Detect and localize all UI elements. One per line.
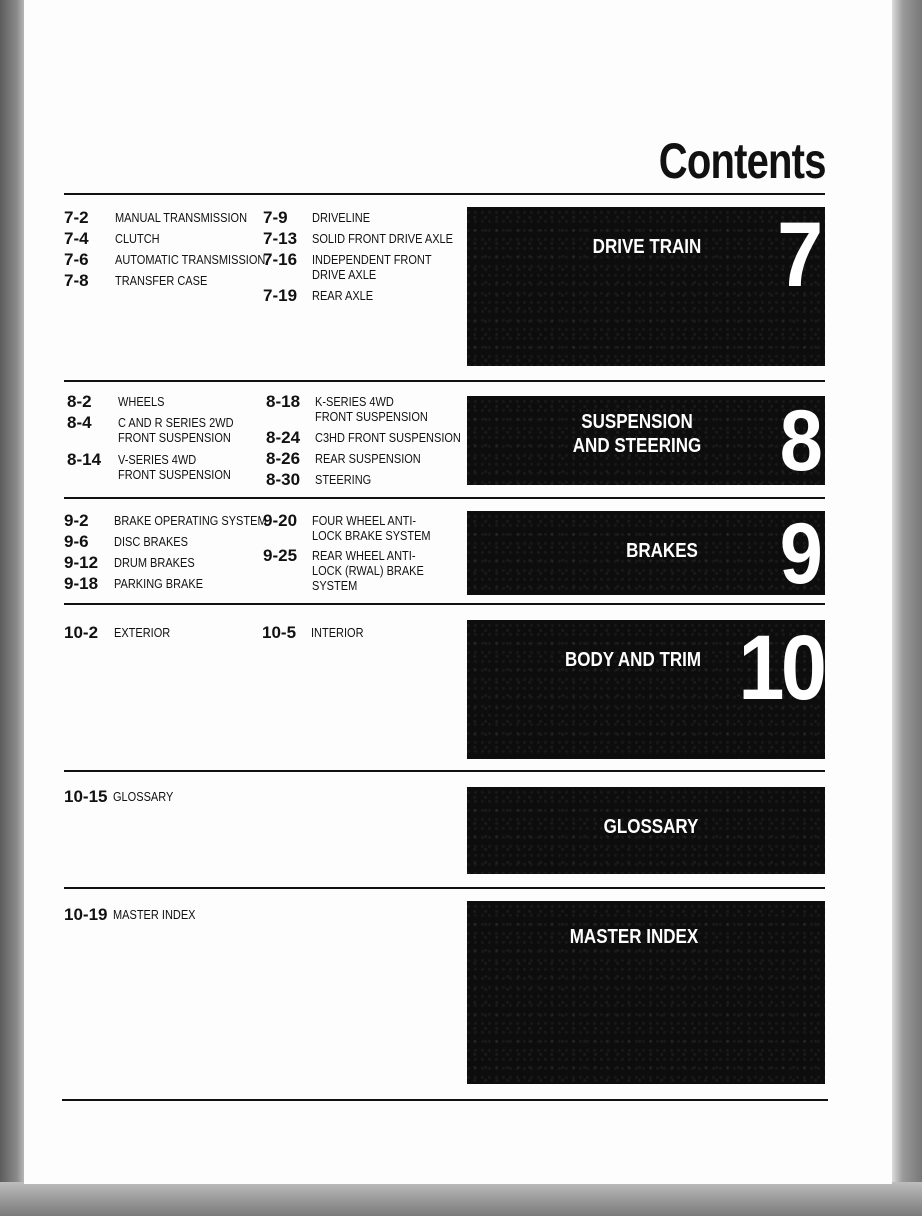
section-number: 9 [779,511,823,595]
toc-entry[interactable] [266,428,475,448]
panel-title: MASTER INDEX [569,926,699,948]
entry-label: MANUAL TRANSMISSION [115,211,248,225]
entry-label: BRAKE OPERATING SYSTEM [114,514,267,528]
toc-entry[interactable] [263,250,450,283]
section-tab-body-trim[interactable] [467,620,825,759]
toc-entry[interactable] [263,208,472,228]
toc-entry[interactable] [266,392,445,425]
entry-label: FOUR WHEEL ANTI-LOCK BRAKE SYSTEM [312,514,431,543]
toc-entry[interactable] [64,574,274,594]
page-number: 7-13 [263,229,298,248]
page-number: 9-20 [263,511,298,530]
toc-entry[interactable] [64,511,274,531]
panel-title: DRIVE TRAIN [592,236,702,258]
entry-label: REAR AXLE [312,289,374,303]
entry-label: REAR WHEEL ANTI-LOCK (RWAL) BRAKE SYSTEM [312,549,424,593]
toc-entry[interactable] [64,623,274,643]
toc-entry[interactable] [263,511,457,544]
section-rule [64,770,825,772]
entry-label: REAR SUSPENSION [315,452,421,466]
section-rule [64,380,825,382]
entry-label: SOLID FRONT DRIVE AXLE [312,232,454,246]
scan-edge-bottom [0,1182,922,1216]
toc-entry[interactable] [266,470,475,490]
page-number: 7-6 [64,250,89,269]
section-rule [64,887,825,889]
toc-entry[interactable] [263,546,457,594]
page-number: 9-6 [64,532,89,551]
page-number: 7-2 [64,208,89,227]
page-number: 8-26 [266,449,301,468]
entry-label: PARKING BRAKE [114,577,204,591]
page-number: 7-16 [263,250,298,269]
toc-entry[interactable] [64,229,275,249]
entry-label: C AND R SERIES 2WD FRONT SUSPENSION [118,416,234,445]
toc-entry[interactable] [64,271,275,291]
entry-label: TRANSFER CASE [115,274,208,288]
page-title: Contents [659,133,826,189]
entry-label: INTERIOR [311,626,364,640]
section-rule [64,497,825,499]
panel-title: GLOSSARY [603,816,699,838]
page-number: 8-14 [67,450,102,469]
page-number: 8-2 [67,392,92,411]
section-tab-master-index[interactable] [467,901,825,1084]
panel-title: BODY AND TRIM [565,649,701,671]
toc-entry[interactable] [262,623,471,643]
section-tab-brakes[interactable] [467,511,825,595]
toc-entry[interactable] [263,286,472,306]
toc-entry[interactable] [266,449,475,469]
panel-title: AND STEERING [572,435,702,457]
entry-label: WHEELS [118,395,165,409]
toc-entry[interactable] [67,392,258,412]
page-number: 8-24 [266,428,301,447]
bottom-rule [62,1099,828,1101]
page-number: 9-12 [64,553,99,572]
section-rule [64,193,825,195]
page-number: 7-4 [64,229,89,248]
section-number: 7 [776,207,823,306]
page-number: 10-15 [64,787,108,806]
scan-edge-right [890,0,922,1216]
entry-label: DRUM BRAKES [114,556,195,570]
panel-title: BRAKES [626,540,698,562]
entry-label: EXTERIOR [114,626,171,640]
section-rule [64,603,825,605]
entry-label: MASTER INDEX [113,908,196,922]
entry-label: GLOSSARY [113,790,174,804]
toc-entry[interactable] [64,208,275,228]
section-number: 10 [738,620,823,719]
entry-label: STEERING [315,473,372,487]
toc-entry[interactable] [64,553,274,573]
page-number: 8-18 [266,392,301,411]
panel-title: SUSPENSION [581,411,693,433]
page-number: 9-18 [64,574,99,593]
toc-entry[interactable] [263,229,472,249]
section-tab-drive-train[interactable] [467,207,825,366]
entry-label: CLUTCH [115,232,160,246]
page-number: 10-19 [64,905,108,924]
section-tab-glossary[interactable] [467,787,825,874]
toc-entry[interactable] [67,450,253,483]
entry-label: C3HD FRONT SUSPENSION [315,431,461,445]
page-number: 10-2 [64,623,99,642]
page-number: 8-30 [266,470,301,489]
page-number: 7-8 [64,271,89,290]
entry-label: INDEPENDENT FRONT DRIVE AXLE [312,253,432,282]
toc-entry[interactable] [64,787,273,807]
page-number: 7-9 [263,208,288,227]
page-number: 8-4 [67,413,92,432]
page-number: 9-2 [64,511,89,530]
section-tab-suspension-steering[interactable] [467,396,825,485]
page-number: 7-19 [263,286,298,305]
section-number: 8 [779,396,823,485]
toc-entry[interactable] [67,413,253,446]
page-number: 9-25 [263,546,298,565]
entry-label: DISC BRAKES [114,535,188,549]
entry-label: V-SERIES 4WD FRONT SUSPENSION [118,453,231,482]
toc-entry[interactable] [64,905,273,925]
entry-label: K-SERIES 4WD FRONT SUSPENSION [315,395,428,424]
entry-label: AUTOMATIC TRANSMISSION [115,253,266,267]
page-number: 10-5 [262,623,297,642]
toc-entry[interactable] [64,250,290,270]
entry-label: DRIVELINE [312,211,371,225]
toc-entry[interactable] [64,532,274,552]
